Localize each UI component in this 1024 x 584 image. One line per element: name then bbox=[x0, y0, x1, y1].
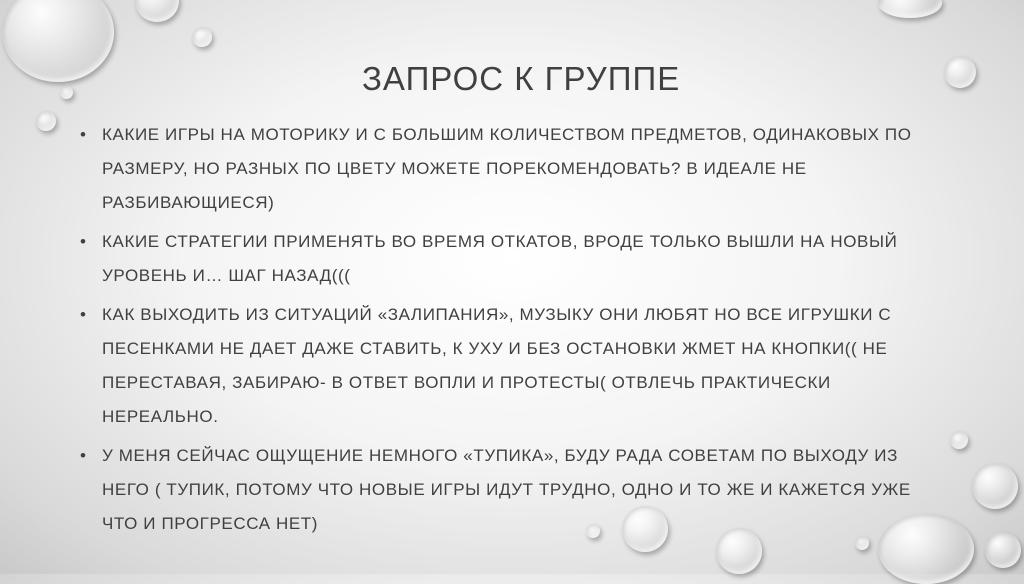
water-drop-decoration bbox=[950, 431, 968, 449]
water-drop-decoration bbox=[985, 532, 1021, 568]
water-drop-decoration bbox=[36, 111, 56, 131]
water-drop-decoration bbox=[2, 0, 114, 82]
bullet-item: • КАК ВЫХОДИТЬ ИЗ СИТУАЦИЙ «ЗАЛИПАНИЯ», МУЗЫКУ ОНИ ЛЮБЯТ НО ВСЕ ИГРУШКИ С ПЕСЕНКАМИ НЕ ДАЕТ ДАЖЕ СТАВИТЬ, К УХУ И БЕЗ ОСТАНОВКИ ЖМЕТ НА КНОПКИ(( НЕ ПЕРЕСТАВАЯ, ЗАБИРАЮ- В ОТВЕТ ВОПЛИ И ПРОТЕСТЫ( ОТВЛЕЧЬ ПРАКТИЧЕСКИ НЕРЕАЛЬНО. bbox=[80, 298, 940, 434]
water-drop-decoration bbox=[135, 0, 179, 22]
bullet-item: • У МЕНЯ СЕЙЧАС ОЩУЩЕНИЕ НЕМНОГО «ТУПИКА», БУДУ РАДА СОВЕТАМ ПО ВЫХОДУ ИЗ НЕГО ( ТУПИК, ПОТОМУ ЧТО НОВЫЕ ИГРЫ ИДУТ ТРУДНО, ОДНО И ТО ЖЕ И КАЖЕТСЯ УЖЕ ЧТО И ПРОГРЕССА НЕТ) bbox=[80, 439, 940, 541]
bullet-item: • КАКИЕ СТРАТЕГИИ ПРИМЕНЯТЬ ВО ВРЕМЯ ОТКАТОВ, ВРОДЕ ТОЛЬКО ВЫШЛИ НА НОВЫЙ УРОВЕНЬ И… ШАГ НАЗАД((( bbox=[80, 225, 940, 293]
slide-title: ЗАПРОС К ГРУППЕ bbox=[362, 60, 681, 97]
bullet-list bbox=[80, 118, 940, 546]
water-drop-decoration bbox=[192, 27, 212, 47]
water-drop-decoration bbox=[878, 0, 942, 18]
water-drop-decoration bbox=[972, 463, 1018, 509]
bullet-item: • КАКИЕ ИГРЫ НА МОТОРИКУ И С БОЛЬШИМ КОЛИЧЕСТВОМ ПРЕДМЕТОВ, ОДИНАКОВЫХ ПО РАЗМЕРУ, НО РАЗНЫХ ПО ЦВЕТУ МОЖЕТЕ ПОРЕКОМЕНДОВАТЬ? В ИДЕАЛЕ НЕ РАЗБИВАЮЩИЕСЯ) bbox=[80, 118, 940, 220]
water-drop-decoration bbox=[60, 86, 73, 99]
water-drop-decoration bbox=[944, 56, 976, 88]
